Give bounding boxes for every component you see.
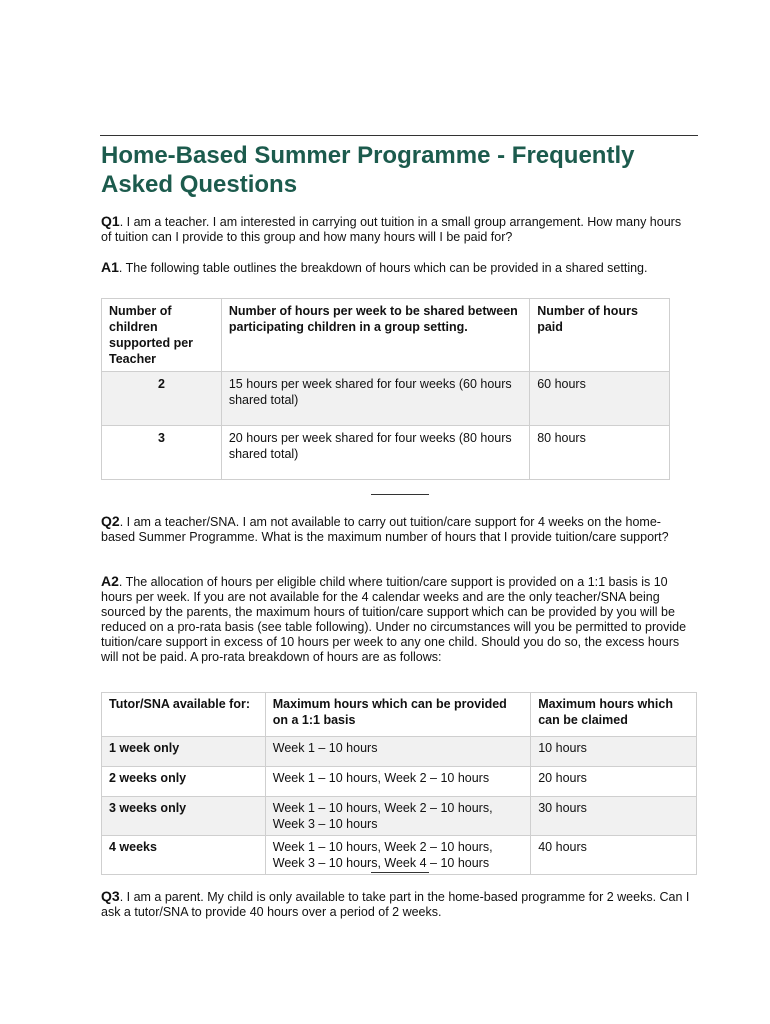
top-divider: [100, 135, 698, 136]
table-row: [102, 797, 697, 836]
question-2-text: . I am a teacher/SNA. I am not available to carry out tuition/care support for 4 weeks on the home-based Summer Programme. What is the maximum number of hours that I provide tuition/care support?: [101, 515, 669, 544]
answer-2: [101, 574, 691, 665]
table-cell: 10 hours: [531, 737, 697, 767]
question-3-text: . I am a parent. My child is only available to take part in the home-based programme for 2 weeks. Can I ask a tutor/SNA to provide 40 hours over a period of 2 weeks.: [101, 890, 690, 919]
question-2-label: Q2: [101, 513, 120, 529]
page-title: Home-Based Summer Programme - Frequently Asked Questions: [101, 142, 635, 198]
table-cell: 30 hours: [531, 797, 697, 836]
question-2: [101, 514, 691, 545]
answer-2-label: A2: [101, 573, 119, 589]
table-header-cell: Maximum hours which can be claimed: [531, 693, 697, 737]
table-cell: 3: [102, 426, 222, 480]
question-3: [101, 889, 691, 920]
table-header-cell: Maximum hours which can be provided on a 1:1 basis: [265, 693, 530, 737]
question-3-label: Q3: [101, 888, 120, 904]
table-header-row: [102, 299, 670, 372]
table-cell: 80 hours: [530, 426, 670, 480]
table-row: [102, 426, 670, 480]
table-cell: Week 1 – 10 hours, Week 2 – 10 hours, Week 3 – 10 hours, Week 4 – 10 hours: [265, 836, 530, 875]
table-cell: Week 1 – 10 hours: [265, 737, 530, 767]
table-cell: 2: [102, 372, 222, 426]
question-1-text: . I am a teacher. I am interested in carrying out tuition in a small group arrangement. How many hours of tuition can I provide to this group and how many hours will I be paid for?: [101, 215, 682, 244]
table-cell: 15 hours per week shared for four weeks (60 hours shared total): [221, 372, 529, 426]
shared-hours-table: [101, 298, 670, 480]
answer-1-label: A1: [101, 259, 119, 275]
table-cell: 2 weeks only: [102, 767, 266, 797]
table-cell: Week 1 – 10 hours, Week 2 – 10 hours: [265, 767, 530, 797]
table-cell: 60 hours: [530, 372, 670, 426]
table-header-cell: Number of hours per week to be shared between participating children in a group setting.: [221, 299, 529, 372]
answer-1: [101, 260, 691, 276]
question-1: [101, 214, 691, 245]
table-row: [102, 737, 697, 767]
table-cell: Week 1 – 10 hours, Week 2 – 10 hours, Week 3 – 10 hours: [265, 797, 530, 836]
table-cell: 4 weeks: [102, 836, 266, 875]
table-header-cell: Number of children supported per Teacher: [102, 299, 222, 372]
section-divider: [371, 872, 429, 873]
table-row: [102, 836, 697, 875]
table-cell: 1 week only: [102, 737, 266, 767]
section-divider: [371, 494, 429, 495]
table-cell: 40 hours: [531, 836, 697, 875]
answer-1-text: . The following table outlines the breakdown of hours which can be provided in a shared setting.: [118, 261, 648, 275]
table-row: [102, 372, 670, 426]
question-1-label: Q1: [101, 213, 120, 229]
answer-2-text: . The allocation of hours per eligible child where tuition/care support is provided on a 1:1 basis is 10 hours per week. If you are not available for the 4 calendar weeks and are the only teacher/SNA being sourced by the parents, the maximum hours of tuition/care support which can be provided by you will be reduced on a pro-rata basis (see table following). Under no circumstances will you be permitted to provide tuition/care support in excess of 10 hours per week to any one child. Should you do so, the excess hours will not be paid. A pro-rata breakdown of hours are as follows:: [101, 575, 687, 664]
table-header-row: [102, 693, 697, 737]
table-cell: 3 weeks only: [102, 797, 266, 836]
table-header-cell: Number of hours paid: [530, 299, 670, 372]
table-cell: 20 hours per week shared for four weeks (80 hours shared total): [221, 426, 529, 480]
table-header-cell: Tutor/SNA available for:: [102, 693, 266, 737]
table-row: [102, 767, 697, 797]
table-cell: 20 hours: [531, 767, 697, 797]
pro-rata-hours-table: [101, 692, 697, 875]
